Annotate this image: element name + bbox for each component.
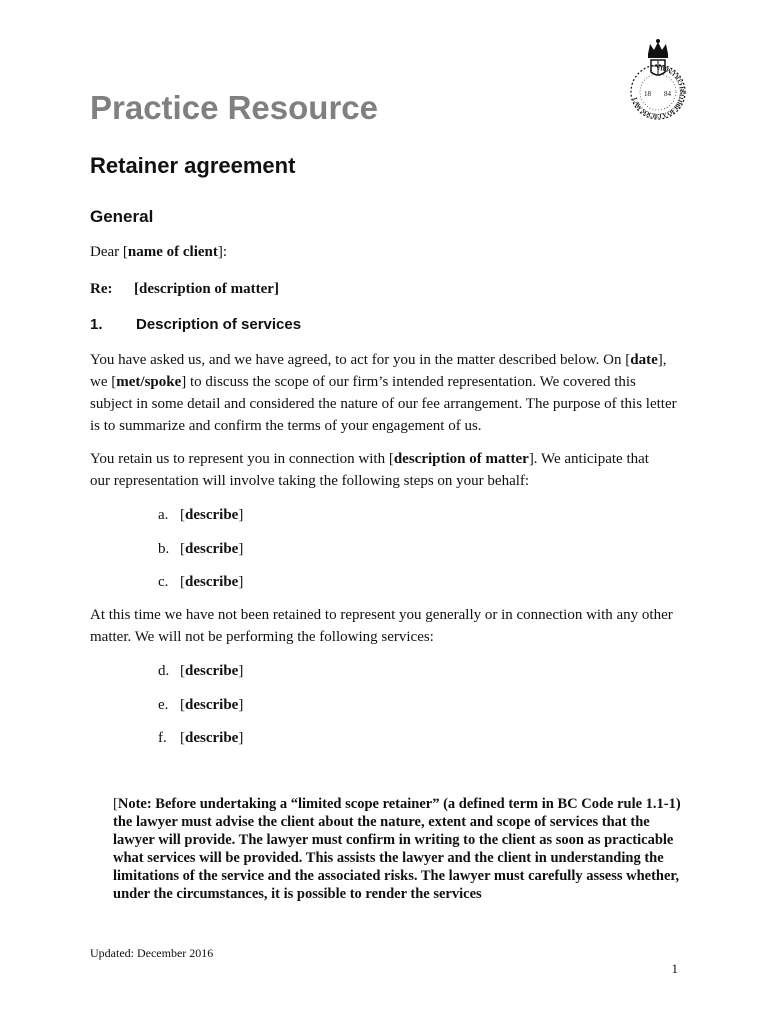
document-title: Retainer agreement — [90, 153, 296, 178]
bracket-close: ] — [238, 663, 244, 679]
bracket-close: ] — [238, 696, 244, 713]
met-spoke-placeholder: met/spoke — [116, 374, 182, 390]
describe-placeholder: describe — [185, 574, 239, 590]
bracket-open: [ — [180, 574, 185, 590]
list-item — [158, 505, 243, 539]
seal-text: LAW SOCIETY OF BRITISH COLUMBIA — [630, 63, 687, 121]
section-heading: General — [90, 207, 154, 226]
bracket-open: [ — [180, 663, 185, 679]
paragraph-engagement — [90, 349, 680, 437]
steps-list — [158, 505, 243, 606]
bracket-close: ] — [238, 540, 244, 557]
re-value: [description of matter] — [134, 281, 279, 297]
list-letter: c. — [158, 574, 169, 590]
list-item — [158, 728, 243, 762]
client-name-placeholder: name of client — [127, 244, 218, 260]
list-letter: f. — [158, 730, 167, 746]
matter-placeholder: description of matter — [393, 451, 529, 467]
bracket-open: [ — [180, 730, 185, 746]
seal-year-right: 84 — [664, 90, 671, 98]
bracket-close: ] — [238, 574, 244, 590]
describe-placeholder: describe — [185, 696, 239, 713]
bracket-open: [ — [180, 696, 185, 713]
describe-placeholder: describe — [185, 540, 239, 557]
list-letter: d. — [158, 663, 170, 679]
crown-icon — [648, 39, 668, 58]
describe-placeholder: describe — [185, 507, 239, 523]
paragraph-not-retained: At this time we have not been retained to represent you generally or in connection with any other matter. We will not be performing the following services: — [90, 607, 673, 645]
date-placeholder: date — [630, 352, 658, 368]
list-letter: a. — [158, 507, 169, 523]
re-line — [90, 279, 279, 299]
para1-text-2: ], we [ — [90, 352, 667, 390]
bracket-open: [ — [180, 507, 185, 523]
heading-number: 1. — [90, 316, 103, 333]
paragraph-retain — [90, 448, 650, 492]
law-society-seal-logo — [618, 36, 698, 132]
note-text: Note: Before undertaking a “limited scope retainer” (a defined term in BC Code rule 1.1-1) the lawyer must advise the client about the nature, extent and scope of services that the lawyer will provide. The lawyer must confirm in writing to the client as soon as practicable what services will be provided. This assists the lawyer and the client in understanding the limitations of the service and the associated risks. The lawyer must carefully assess whether, under the circumstances, it is possible to render the services — [113, 796, 681, 902]
limited-scope-note — [113, 795, 683, 903]
describe-placeholder: describe — [185, 663, 239, 679]
heading-text: Description of services — [136, 316, 302, 333]
para1-text-3: ] to discuss the scope of our firm’s intended representation. We covered this subject in some detail and considered the nature of our fee arrangement. The purpose of this letter is to summarize and confirm the terms of your engagement of us. — [90, 374, 677, 434]
note-bracket: [ — [113, 796, 118, 812]
list-letter: b. — [158, 540, 170, 557]
page-number: 1 — [671, 961, 678, 976]
list-letter: e. — [158, 696, 169, 713]
bracket-close: ] — [238, 507, 244, 523]
list-item — [158, 661, 243, 695]
header-title: Practice Resource — [90, 89, 378, 126]
list-item — [158, 539, 243, 573]
excluded-services-list — [158, 661, 243, 762]
heading-description-of-services — [90, 315, 301, 335]
seal-year-left: 18 — [644, 90, 651, 98]
salutation — [90, 242, 227, 262]
re-label: Re: — [90, 281, 113, 297]
bracket-close: ] — [238, 730, 244, 746]
para1-text-1: You have asked us, and we have agreed, to act for you in the matter described below. On [ — [90, 352, 631, 368]
salutation-suffix: ]: — [217, 244, 228, 260]
list-item — [158, 695, 243, 729]
list-item — [158, 572, 243, 606]
bracket-open: [ — [180, 540, 185, 557]
salutation-prefix: Dear [ — [90, 244, 128, 260]
para2-text-1: You retain us to represent you in connection with [ — [90, 451, 394, 467]
footer-updated-date: Updated: December 2016 — [90, 946, 214, 960]
para2-text-2: ]. We anticipate that our representation will involve taking the following steps on your behalf: — [90, 451, 649, 489]
describe-placeholder: describe — [185, 730, 239, 746]
